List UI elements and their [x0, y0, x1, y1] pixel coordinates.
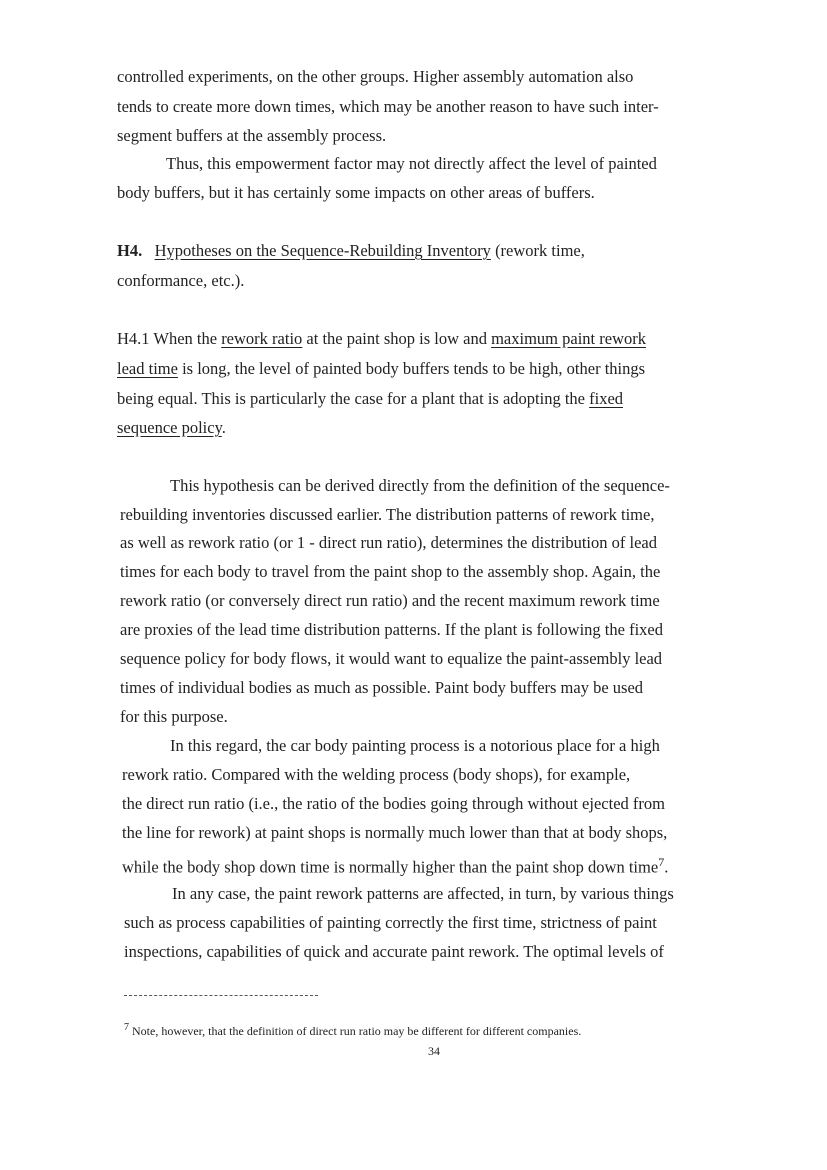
body-text-line: for this purpose.	[120, 707, 228, 726]
hypothesis-line	[117, 418, 226, 438]
page-number: 34	[428, 1044, 440, 1058]
body-text-line: the line for rework) at paint shops is normally much lower than that at body shops,	[122, 823, 668, 842]
section-title-rest: (rework time,	[490, 241, 585, 260]
section-heading	[117, 241, 585, 261]
body-text: while the body shop down time is normally higher than the paint shop down time	[122, 857, 659, 877]
body-text-line: sequence policy for body flows, it would want to equalize the paint-assembly lead	[120, 649, 663, 668]
hypothesis-line	[117, 389, 623, 409]
underlined-term: maximum paint rework	[491, 329, 646, 348]
body-text-line: In this regard, the car body painting process is a notorious place for a high	[170, 736, 660, 755]
body-text-line: rework ratio (or conversely direct run ratio) and the recent maximum rework time	[120, 591, 660, 610]
section-number: H4.	[117, 241, 143, 260]
body-text-line: times of individual bodies as much as possible. Paint body buffers may be used	[120, 678, 644, 697]
body-text-line: This hypothesis can be derived directly from the definition of the sequence-	[170, 476, 670, 495]
body-text-line: Thus, this empowerment factor may not directly affect the level of painted	[166, 154, 657, 173]
underlined-term: rework ratio	[221, 329, 303, 348]
hypothesis-text: H4.1 When the	[117, 329, 222, 348]
body-text-line: controlled experiments, on the other groups. Higher assembly automation also	[117, 67, 634, 86]
footnote-divider	[124, 995, 318, 996]
body-text-line: such as process capabilities of painting correctly the first time, strictness of paint	[124, 913, 657, 932]
footnote-text: Note, however, that the definition of direct run ratio may be different for different companies.	[129, 1024, 582, 1038]
body-text-line	[122, 852, 668, 878]
footnote	[124, 1022, 581, 1039]
body-text-line: rebuilding inventories discussed earlier. The distribution patterns of rework time,	[120, 505, 655, 524]
body-text-line: the direct run ratio (i.e., the ratio of the bodies going through without ejected from	[122, 794, 665, 813]
underlined-term: fixed	[589, 389, 624, 408]
footnote-reference: 7	[658, 855, 665, 869]
hypothesis-text: at the paint shop is low and	[302, 329, 492, 348]
hypothesis-text: being equal. This is particularly the case for a plant that is adopting the	[117, 389, 590, 408]
underlined-term: sequence policy	[117, 418, 222, 437]
hypothesis-text: is long, the level of painted body buffers tends to be high, other things	[177, 359, 646, 378]
body-text-line: rework ratio. Compared with the welding process (body shops), for example,	[122, 765, 631, 784]
body-text-line: as well as rework ratio (or 1 - direct run ratio), determines the distribution of lead	[120, 533, 657, 552]
body-text-line: In any case, the paint rework patterns are affected, in turn, by various things	[172, 884, 674, 903]
body-text: .	[664, 857, 669, 877]
hypothesis-line	[117, 329, 646, 349]
body-text-line: body buffers, but it has certainly some impacts on other areas of buffers.	[117, 183, 595, 202]
body-text-line: segment buffers at the assembly process.	[117, 126, 387, 145]
hypothesis-text: .	[221, 418, 226, 437]
body-text-line: times for each body to travel from the paint shop to the assembly shop. Again, the	[120, 562, 661, 581]
footnote-mark: 7	[124, 1022, 129, 1033]
body-text-line: tends to create more down times, which may be another reason to have such inter-	[117, 97, 659, 116]
section-heading-cont: conformance, etc.).	[117, 271, 245, 290]
body-text-line: inspections, capabilities of quick and accurate paint rework. The optimal levels of	[124, 942, 664, 961]
underlined-term: lead time	[117, 359, 178, 378]
hypothesis-line	[117, 359, 645, 379]
section-title: Hypotheses on the Sequence-Rebuilding Inventory	[154, 241, 491, 260]
body-text-line: are proxies of the lead time distribution patterns. If the plant is following the fixed	[120, 620, 663, 639]
